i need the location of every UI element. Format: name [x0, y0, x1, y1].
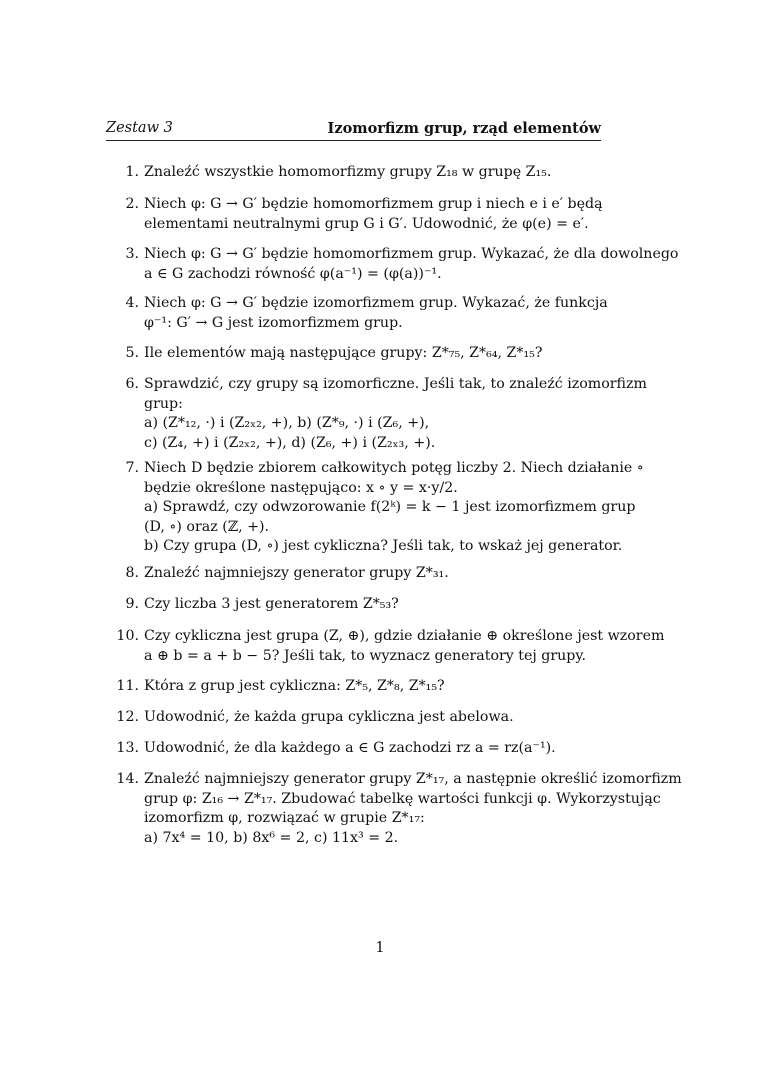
- problem-text: [144, 595, 602, 615]
- problem-number: 2.: [125, 196, 139, 212]
- problem-number: 3.: [125, 246, 139, 262]
- problem-line: Znaleźć najmniejszy generator grupy Z*₃₁.: [144, 565, 449, 581]
- set-label: Zestaw 3: [106, 120, 173, 136]
- problem-text: [144, 375, 647, 453]
- problem-number: 6.: [125, 376, 139, 392]
- problem-number: 9.: [125, 596, 139, 612]
- problem-text: [144, 770, 682, 848]
- problem-text: [144, 627, 665, 666]
- problem-line: c) (Z₄, +) i (Z₂ₓ₂, +), d) (Z₆, +) i (Z₂ₓ₃, +).: [144, 434, 436, 451]
- problem-line: będzie określone następująco: x ∘ y = x·y/2.: [144, 479, 458, 496]
- problem-number: 4.: [125, 295, 139, 311]
- problem-line: a) (Z*₁₂, ·) i (Z₂ₓ₂, +), b) (Z*₉, ·) i (Z₆, +),: [144, 415, 430, 431]
- problem-line: Ile elementów mają następujące grupy: Z*₇₅, Z*₆₄, Z*₁₅?: [144, 345, 543, 361]
- problem-line: Która z grup jest cykliczna: Z*₅, Z*₈, Z*₁₅?: [144, 678, 445, 694]
- problem-line: grup:: [144, 395, 183, 412]
- problem-line: Czy liczba 3 jest generatorem Z*₅₃?: [144, 596, 399, 612]
- problem-line: b) Czy grupa (D, ∘) jest cykliczna? Jeśli tak, to wskaż jej generator.: [144, 538, 623, 554]
- problem-line: a) Sprawdź, czy odwzorowanie f(2ᵏ) = k − 1 jest izomorfizmem grup: [144, 499, 636, 515]
- problem-line: Sprawdzić, czy grupy są izomorficzne. Jeśli tak, to znaleźć izomorfizm: [144, 376, 647, 392]
- problem-line: grup φ: Z₁₆ → Z*₁₇. Zbudować tabelkę wartości funkcji φ. Wykorzystując: [144, 790, 661, 807]
- problem-number: 8.: [125, 565, 139, 581]
- problem-text: [144, 195, 602, 234]
- problem-number: 1.: [125, 164, 139, 180]
- problem-number: 5.: [125, 345, 139, 361]
- page-number: 1: [375, 940, 385, 956]
- problem-number: 11.: [116, 678, 139, 694]
- problem-line: a ∈ G zachodzi równość φ(a⁻¹) = (φ(a))⁻¹.: [144, 265, 442, 282]
- problem-line: Niech φ: G → G′ będzie homomorfizmem grup. Wykazać, że dla dowolnego: [144, 246, 679, 262]
- problem-line: izomorfizm φ, rozwiązać w grupie Z*₁₇:: [144, 810, 425, 826]
- problem-line: Niech φ: G → G′ będzie homomorfizmem grup i niech e i e′ będą: [144, 196, 603, 212]
- problem-text: [144, 245, 679, 284]
- problem-line: Znaleźć wszystkie homomorfizmy grupy Z₁₈ w grupę Z₁₅.: [144, 164, 552, 180]
- problem-text: [144, 459, 644, 557]
- problem-line: Niech D będzie zbiorem całkowitych potęg liczby 2. Niech działanie ∘: [144, 460, 644, 476]
- problem-text: [144, 344, 602, 364]
- problem-text: [144, 677, 602, 697]
- problem-text: [144, 294, 608, 333]
- problem-number: 7.: [125, 460, 139, 476]
- problem-number: 13.: [116, 740, 139, 756]
- problem-number: 14.: [116, 771, 139, 787]
- problem-line: (D, ∘) oraz (ℤ, +).: [144, 518, 270, 535]
- page-header: [106, 120, 601, 141]
- problem-line: Czy cykliczna jest grupa (Z, ⊕), gdzie działanie ⊕ określone jest wzorem: [144, 628, 665, 644]
- problem-text: [144, 708, 602, 728]
- problem-line: elementami neutralnymi grup G i G′. Udowodnić, że φ(e) = e′.: [144, 215, 589, 232]
- problem-line: φ⁻¹: G′ → G jest izomorfizmem grup.: [144, 314, 403, 331]
- problem-line: Udowodnić, że każda grupa cykliczna jest abelowa.: [144, 709, 514, 725]
- problem-line: a) 7x⁴ = 10, b) 8x⁶ = 2, c) 11x³ = 2.: [144, 829, 399, 846]
- problem-number: 12.: [116, 709, 139, 725]
- problem-text: [144, 739, 602, 759]
- problem-number: 10.: [116, 628, 139, 644]
- problem-line: Udowodnić, że dla każdego a ∈ G zachodzi rz a = rz(a⁻¹).: [144, 740, 556, 756]
- problem-text: [144, 163, 602, 183]
- problem-line: Znaleźć najmniejszy generator grupy Z*₁₇, a następnie określić izomorfizm: [144, 771, 682, 787]
- problem-text: [144, 564, 602, 584]
- problem-line: Niech φ: G → G′ będzie izomorfizmem grup. Wykazać, że funkcja: [144, 295, 608, 311]
- topic-title: Izomorfizm grup, rząd elementów: [327, 120, 601, 137]
- problem-line: a ⊕ b = a + b − 5? Jeśli tak, to wyznacz generatory tej grupy.: [144, 647, 587, 664]
